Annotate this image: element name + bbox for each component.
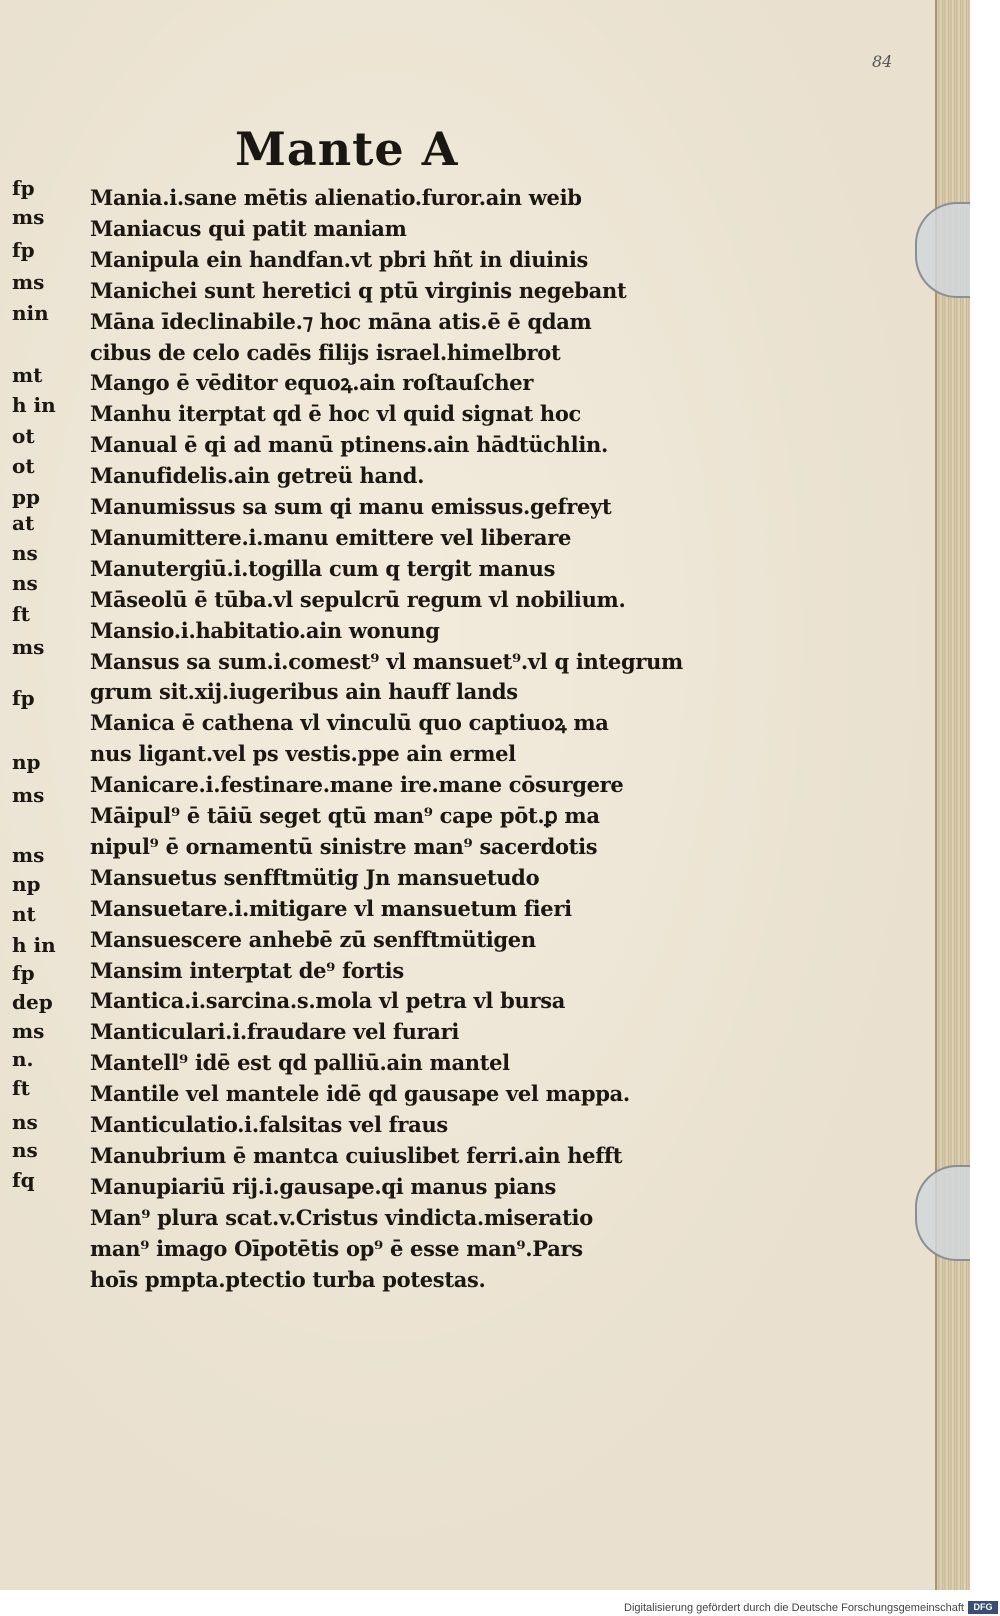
margin-note: ms [12, 635, 45, 659]
text-line: Manipula ein handfan.vt pbri hñt in diuinis [90, 247, 589, 272]
margin-note: pp [12, 485, 40, 509]
text-line: Manual ē qi ad manū ptinens.ain hādtüchlin. [90, 432, 608, 457]
margin-note: ms [12, 843, 45, 867]
text-line: Manupiariū rij.i.gausape.qi manus pians [90, 1174, 556, 1199]
text-line: Mantell⁹ idē est qd palliū.ain mantel [90, 1050, 510, 1075]
text-line: Mansuescere anhebē zū senfftmütigen [90, 927, 536, 952]
margin-note: np [12, 872, 41, 896]
footer-credit: Digitalisierung gefördert durch die Deutsche Forschungsgemeinschaft [624, 1602, 964, 1614]
margin-note: ot [12, 424, 35, 448]
text-line: Manticulari.i.fraudare vel furari [90, 1019, 460, 1044]
text-line: Manicare.i.festinare.mane ire.mane cōsurgere [90, 772, 624, 797]
text-line: man⁹ imago Oīpotētis op⁹ ē esse man⁹.Pars [90, 1236, 583, 1261]
margin-note: at [12, 511, 35, 535]
text-line: Maniacus qui patit maniam [90, 216, 407, 241]
text-line: grum sit.xij.iugeribus ain hauff lands [90, 679, 518, 704]
margin-note: n. [12, 1047, 34, 1071]
margin-note: fp [12, 176, 35, 200]
text-line: Manufidelis.ain getreü hand. [90, 463, 425, 488]
text-line: hoīs pmpta.ptectio turba potestas. [90, 1267, 486, 1292]
margin-note: h in [12, 393, 56, 417]
margin-note: ms [12, 1019, 45, 1043]
text-line: Manica ē cathena vl vinculū quo captiuoꝝ ma [90, 710, 609, 735]
text-line: Mansio.i.habitatio.ain wonung [90, 618, 440, 643]
margin-note: np [12, 750, 41, 774]
margin-note: ms [12, 205, 45, 229]
margin-note: ns [12, 1110, 38, 1134]
folio-number: 84 [872, 52, 893, 71]
margin-note: h in [12, 933, 56, 957]
margin-note: mt [12, 363, 43, 387]
text-line: Mansim interptat de⁹ fortis [90, 958, 404, 983]
text-line: Māseolū ē tūba.vl sepulcrū regum vl nobilium. [90, 587, 626, 612]
margin-note: nin [12, 301, 49, 325]
text-line: Manichei sunt heretici q ptū virginis negebant [90, 278, 627, 303]
margin-note: ft [12, 602, 30, 626]
text-line: Mantile vel mantele idē qd gausape vel mappa. [90, 1081, 630, 1106]
text-line: Mansuetus senfftmütig Jn mansuetudo [90, 865, 540, 890]
text-line: Māna īdeclinabile.⁊ hoc māna atis.ē ē qdam [90, 309, 592, 334]
margin-note: ms [12, 783, 45, 807]
text-line: Mango ē vēditor equoꝝ.ain roſtauſcher [90, 370, 534, 395]
text-line: nipul⁹ ē ornamentū sinistre man⁹ sacerdotis [90, 834, 598, 859]
margin-note: ns [12, 571, 38, 595]
text-line: Mansus sa sum.i.comest⁹ vl mansuet⁹.vl q integrum [90, 649, 683, 674]
text-line: Manumissus sa sum qi manu emissus.gefreyt [90, 494, 612, 519]
text-line: Manubrium ē mantca cuiuslibet ferri.ain hefft [90, 1143, 623, 1168]
text-line: Manutergiū.i.togilla cum q tergit manus [90, 556, 556, 581]
margin-note: fp [12, 686, 35, 710]
text-line: nus ligant.vel ps vestis.ppe ain ermel [90, 741, 516, 766]
dfg-logo: DFG [968, 1601, 998, 1614]
text-line: Mania.i.sane mētis alienatio.furor.ain weib [90, 185, 582, 210]
text-line: Mantica.i.sarcina.s.mola vl petra vl bursa [90, 988, 566, 1013]
text-line: cibus de celo cadēs filijs israel.himelbrot [90, 340, 561, 365]
margin-note: ot [12, 454, 35, 478]
text-line: Manumittere.i.manu emittere vel liberare [90, 525, 572, 550]
margin-note: ms [12, 270, 45, 294]
margin-note: fp [12, 961, 35, 985]
text-line: Māipul⁹ ē tāiū seget qtū man⁹ cape pōt.ꝑ ma [90, 803, 600, 828]
text-line: Man⁹ plura scat.v.Cristus vindicta.miseratio [90, 1205, 593, 1230]
page-heading: Mante A [235, 122, 459, 176]
margin-note: nt [12, 902, 36, 926]
margin-note: fp [12, 238, 35, 262]
text-line: Manticulatio.i.falsitas vel fraus [90, 1112, 448, 1137]
margin-note: dep [12, 990, 53, 1014]
margin-note: ns [12, 541, 38, 565]
text-line: Manhu iterptat qd ē hoc vl quid signat hoc [90, 401, 582, 426]
margin-note: ns [12, 1138, 38, 1162]
margin-note: ft [12, 1076, 30, 1100]
text-line: Mansuetare.i.mitigare vl mansuetum fieri [90, 896, 572, 921]
margin-note: fq [12, 1168, 35, 1192]
